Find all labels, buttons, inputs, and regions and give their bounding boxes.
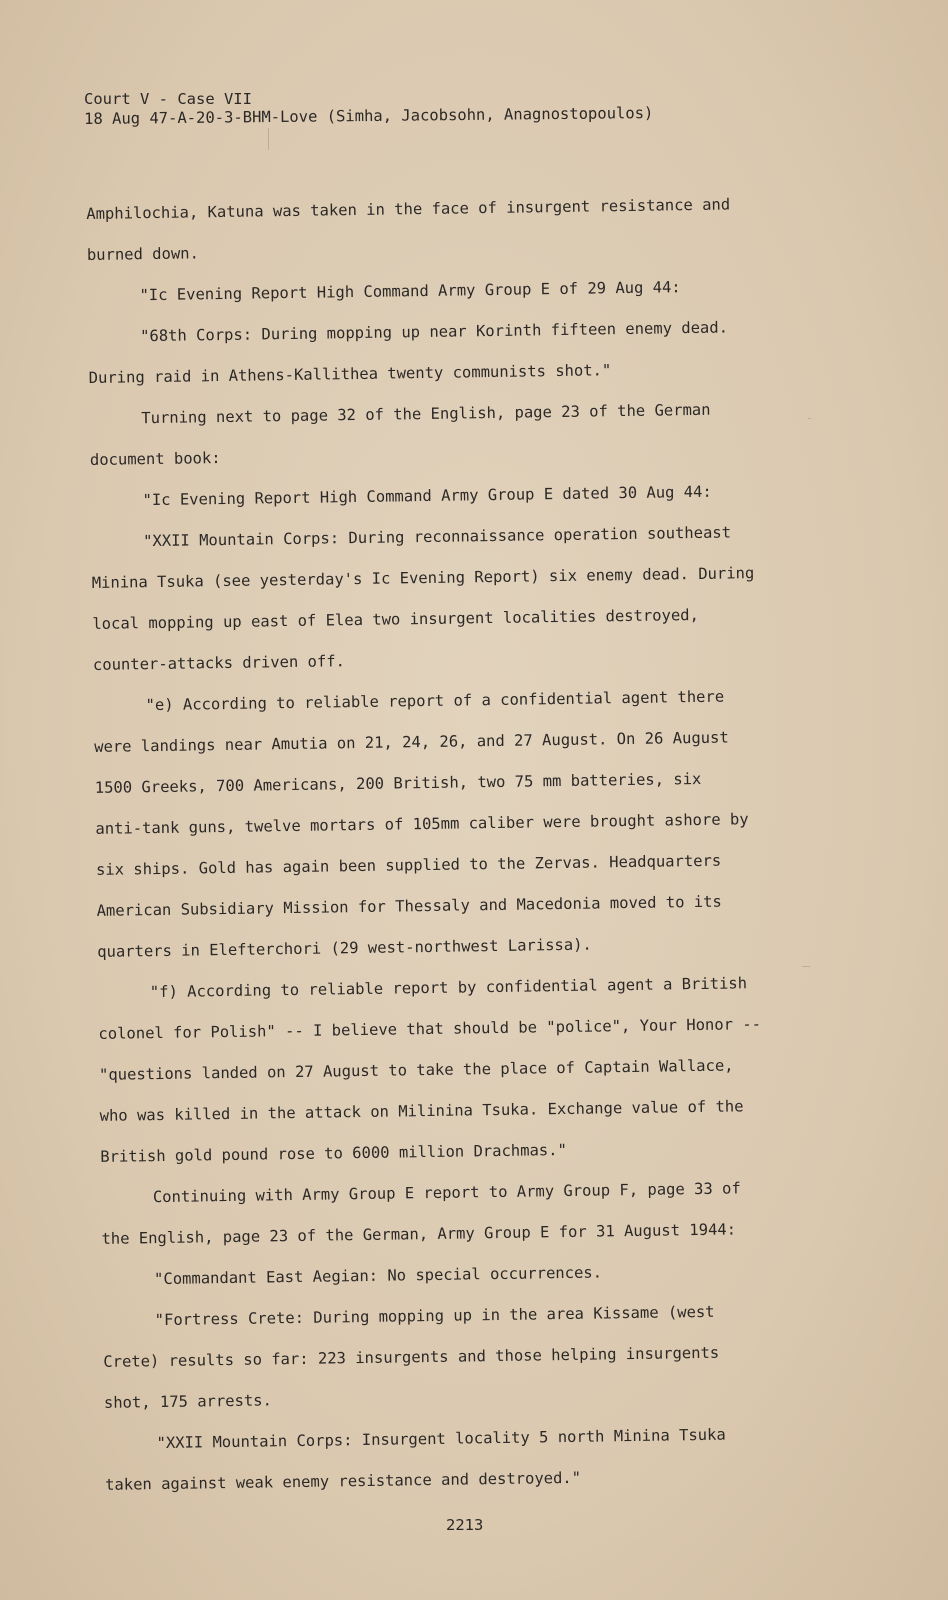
text-line: counter-attacks driven off. — [92, 652, 346, 674]
text-line: "XXII Mountain Corps: During reconnaissance operation southeast — [143, 523, 732, 551]
text-line: document book: — [89, 449, 221, 469]
text-line: Amphilochia, Katuna was taken in the face of insurgent resistance and — [86, 195, 731, 223]
text-line: "XXII Mountain Corps: Insurgent locality 5 north Minina Tsuka — [156, 1425, 726, 1453]
text-line: American Subsidiary Mission for Thessaly and Macedonia moved to its — [96, 892, 722, 920]
text-line: the English, page 23 of the German, Army Group E for 31 August 1944: — [101, 1220, 737, 1248]
typed-body-text — [86, 183, 835, 1506]
text-line: local mopping up east of Elea two insurgent localities destroyed, — [92, 605, 700, 633]
text-line: "questions landed on 27 August to take the place of Captain Wallace, — [98, 1056, 734, 1084]
text-line: "68th Corps: During mopping up near Korinth fifteen enemy dead. — [139, 318, 729, 346]
text-line: six ships. Gold has again been supplied to the Zervas. Headquarters — [95, 851, 722, 879]
text-line: Minina Tsuka (see yesterday's Ic Evening Report) six enemy dead. During — [91, 564, 755, 592]
text-line: "Fortress Crete: During mopping up in the area Kissame (west — [154, 1302, 715, 1330]
text-line: anti-tank guns, twelve mortars of 105mm caliber were brought ashore by — [95, 810, 749, 838]
text-line: taken against weak enemy resistance and destroyed." — [105, 1468, 582, 1494]
text-line: who was killed in the attack on Milinina Tsuka. Exchange value of the — [99, 1097, 744, 1125]
text-line: 1500 Greeks, 700 Americans, 200 British, two 75 mm batteries, six — [94, 769, 702, 797]
text-line: burned down. — [86, 244, 200, 264]
text-line: "e) According to reliable report of a confidential agent there — [145, 687, 725, 715]
text-line: Crete) results so far: 223 insurgents and those helping insurgents — [103, 1343, 720, 1371]
text-line: "Ic Evening Report High Command Army Group E of 29 Aug 44: — [139, 278, 681, 305]
stray-pencil-mark — [268, 128, 269, 150]
text-line: "Ic Evening Report High Command Army Group E dated 30 Aug 44: — [142, 482, 712, 510]
text-line: quarters in Elefterchori (29 west-northwest Larissa). — [97, 935, 592, 961]
text-line: shot, 175 arrests. — [103, 1391, 273, 1412]
text-line: Continuing with Army Group E report to Army Group F, page 33 of — [152, 1179, 741, 1207]
text-line: Turning next to page 32 of the English, page 23 of the German — [141, 400, 711, 428]
text-line: colonel for Polish" -- I believe that should be "police", Your Honor -- — [98, 1015, 762, 1043]
page-number: 2213 — [446, 1516, 484, 1534]
header-court-case: Court V - Case VII — [84, 90, 252, 108]
text-line: During raid in Athens-Kallithea twenty communists shot." — [88, 361, 612, 387]
header-date-reference: 18 Aug 47-A-20-3-BHM-Love (Simha, Jacobsohn, Anagnostopoulos) — [84, 104, 654, 128]
text-line: "Commandant East Aegian: No special occurrences. — [153, 1263, 603, 1289]
text-line: "f) According to reliable report by confidential agent a British — [149, 974, 748, 1002]
text-line: British gold pound rose to 6000 million Drachmas." — [100, 1140, 567, 1166]
text-line: were landings near Amutia on 21, 24, 26, and 27 August. On 26 August — [94, 728, 729, 756]
